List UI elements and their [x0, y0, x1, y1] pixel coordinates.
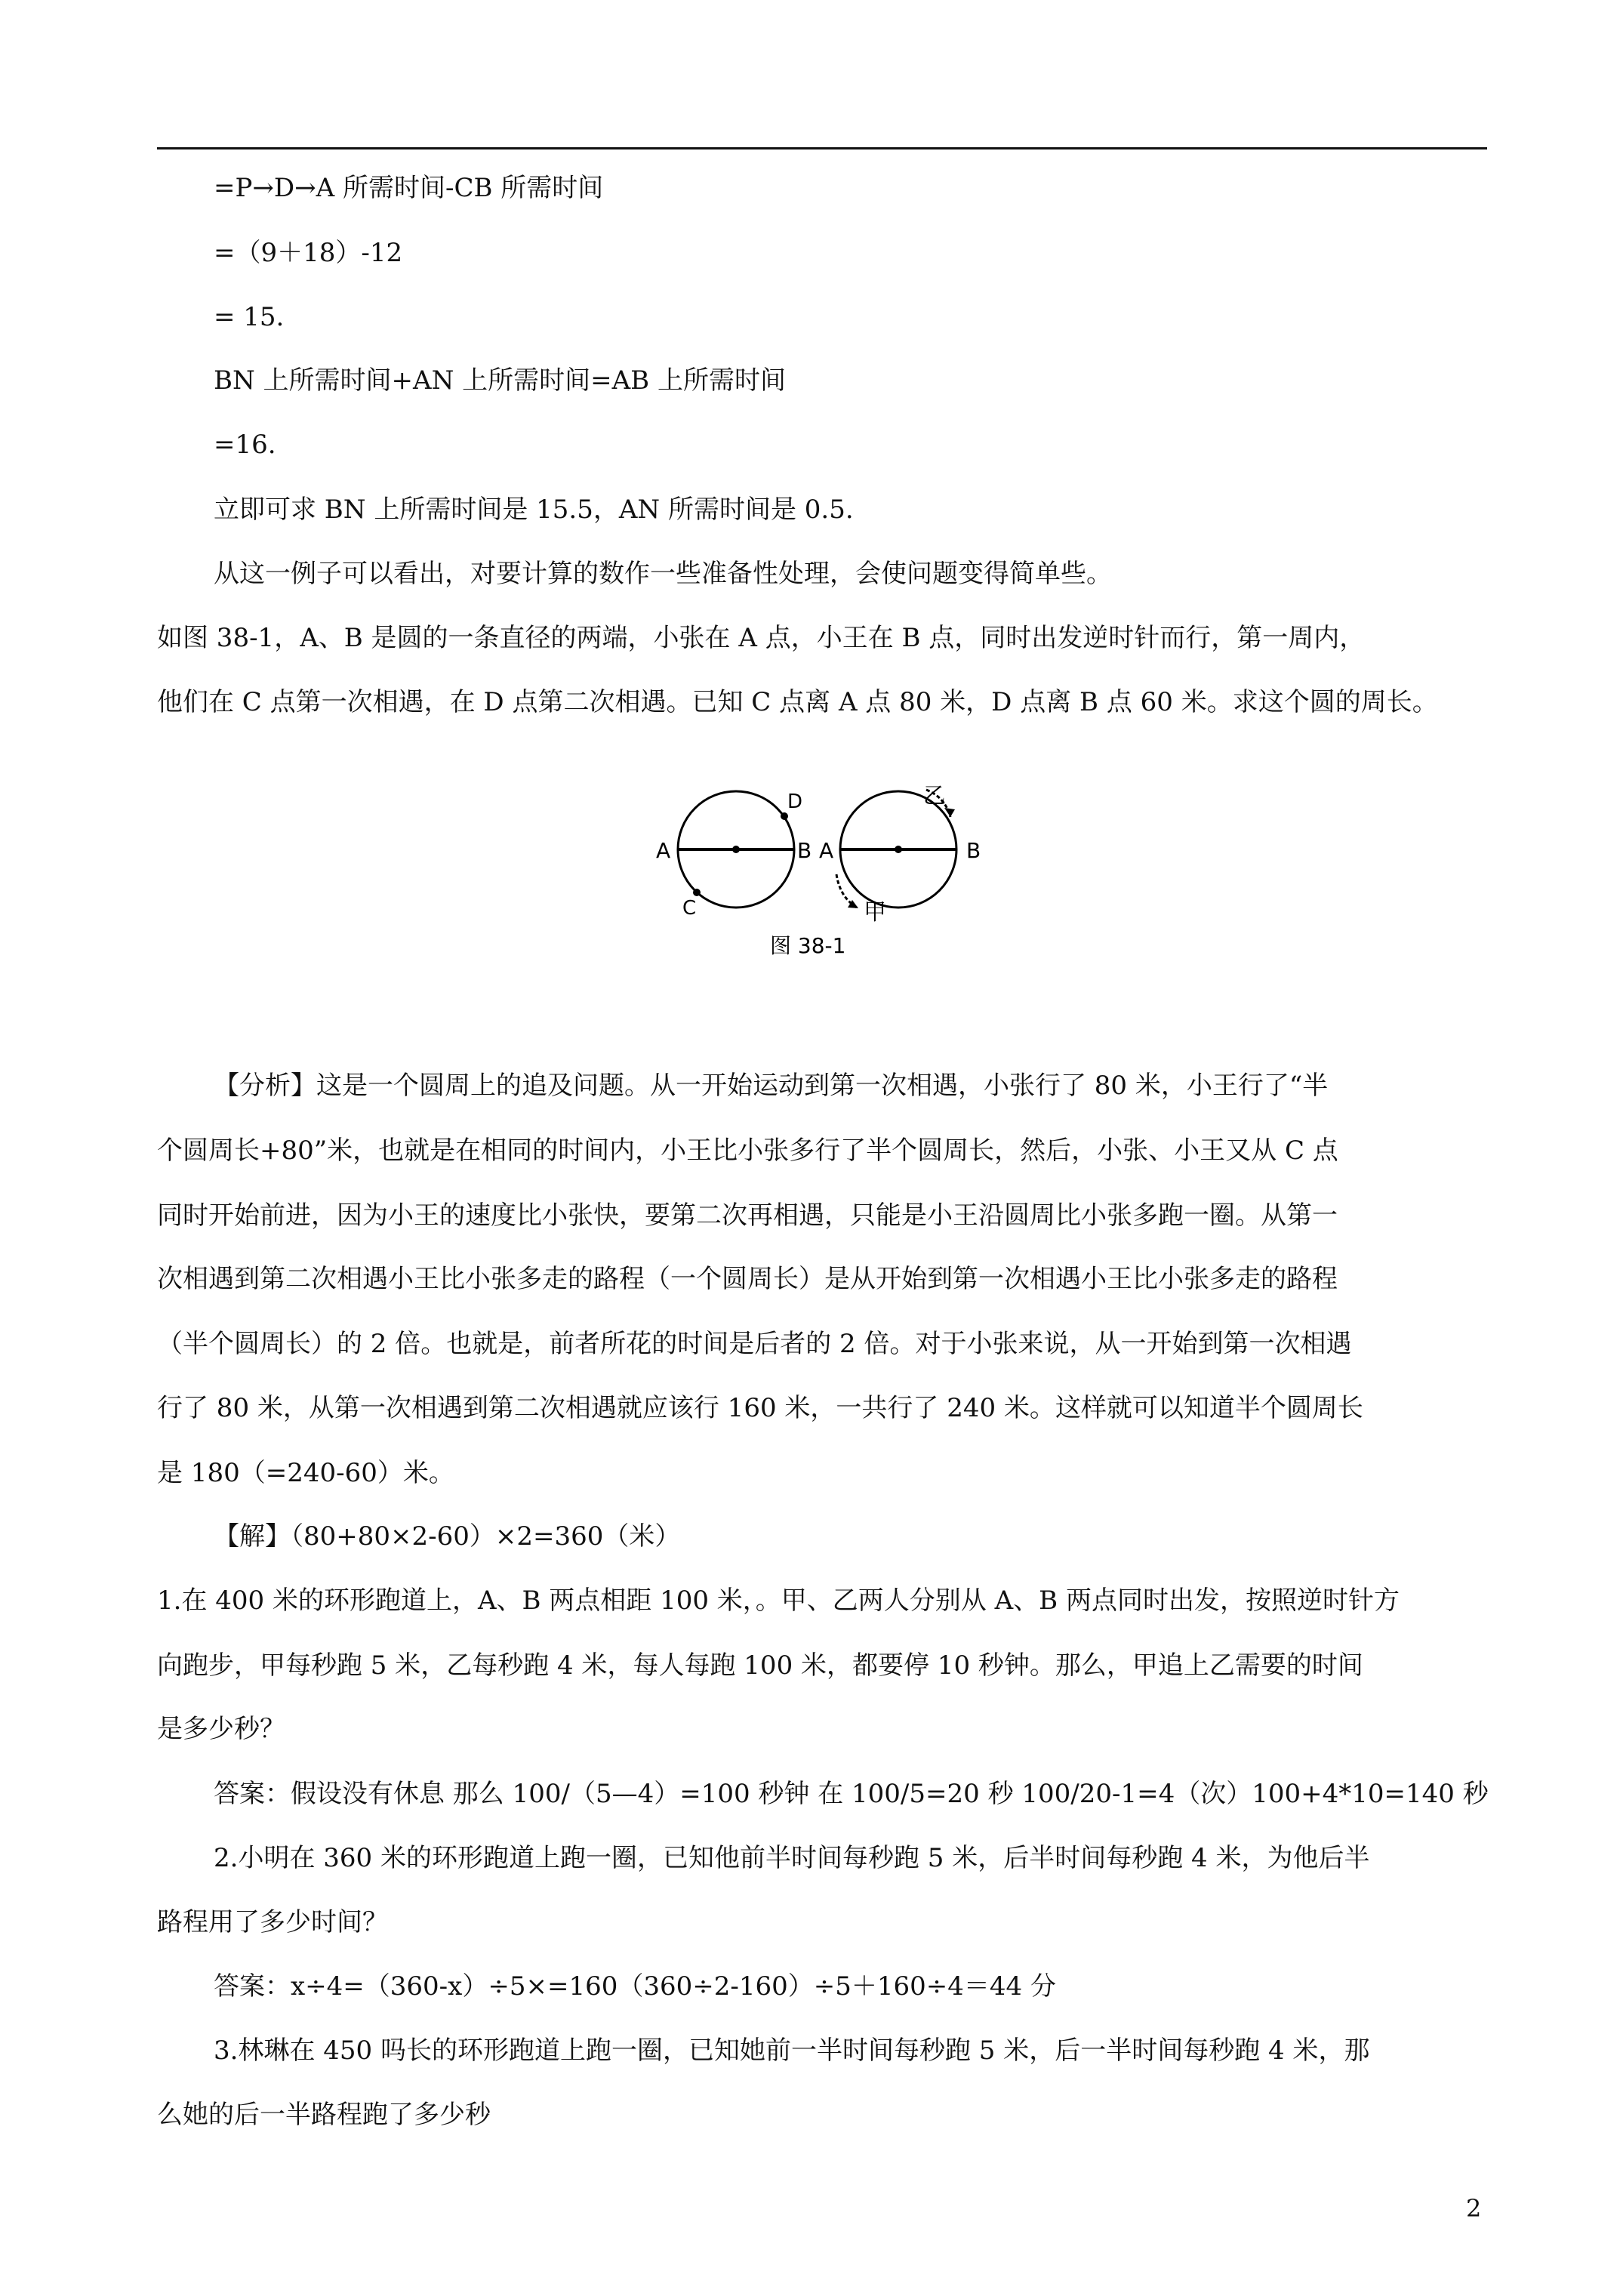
label-yi: 乙 — [923, 783, 946, 809]
text-line: 答案：x÷4=（360-x）÷5×=160（360÷2-160）÷5＋160÷4＝44 分 — [214, 1971, 1056, 2002]
page-number: 2 — [1466, 2194, 1482, 2223]
label-b-left: B — [797, 838, 812, 863]
label-a-right: A — [819, 838, 834, 863]
text-line: 1.在 400 米的环形跑道上，A、B 两点相距 100 米，。甲、乙两人分别从 A、B 两点同时出发，按照逆时针方 — [157, 1586, 1400, 1616]
text-line: 次相遇到第二次相遇小王比小张多走的路程（一个圆周长）是从开始到第一次相遇小王比小张多走的路程 — [157, 1264, 1338, 1294]
text-line: 路程用了多少时间？ — [157, 1907, 388, 1937]
label-b-right: B — [966, 838, 981, 863]
right-center-dot — [895, 846, 902, 853]
text-line: 如图 38-1，A、B 是圆的一条直径的两端，小张在 A 点，小王在 B 点，同时出发逆时针而行，第一周内， — [157, 623, 1366, 653]
text-line: （半个圆周长）的 2 倍。也就是，前者所花的时间是后者的 2 倍。对于小张来说，从一开始到第一次相遇 — [157, 1329, 1352, 1359]
point-c-dot — [693, 889, 701, 896]
label-c: C — [682, 897, 697, 920]
text-line: 【分析】这是一个圆周上的追及问题。从一开始运动到第一次相遇，小张行了 80 米，小王行了“半 — [214, 1071, 1329, 1101]
text-line: =（9＋18）-12 — [214, 238, 403, 268]
text-line: BN 上所需时间+AN 上所需时间=AB 上所需时间 — [214, 365, 786, 396]
header-rule — [157, 147, 1487, 149]
text-line: 向跑步，甲每秒跑 5 米，乙每秒跑 4 米，每人每跑 100 米，都要停 10 秒钟。那么，甲追上乙需要的时间 — [157, 1650, 1363, 1681]
text-line: 2.小明在 360 米的环形跑道上跑一圈，已知他前半时间每秒跑 5 米，后半时间每秒跑 4 米，为他后半 — [214, 1843, 1370, 1873]
figure-caption: 图 38-1 — [770, 933, 846, 958]
text-line: = 15. — [214, 302, 285, 332]
left-circle-diagram — [656, 791, 812, 920]
text-line: 3.林琳在 450 吗长的环形跑道上跑一圈，已知她前一半时间每秒跑 5 米，后一半时间每秒跑 4 米，那 — [214, 2036, 1370, 2066]
text-line: 从这一例子可以看出，对要计算的数作一些准备性处理，会使问题变得简单些。 — [214, 559, 1112, 589]
text-line: 立即可求 BN 上所需时间是 15.5，AN 所需时间是 0.5. — [214, 495, 854, 525]
point-d-dot — [781, 812, 788, 820]
text-line: 个圆周长+80”米，也就是在相同的时间内，小王比小张多行了半个圆周长，然后，小张、小王又从 C 点 — [157, 1136, 1338, 1166]
text-line: 答案：假设没有休息 那么 100/（5—4）=100 秒钟 在 100/5=20 秒 100/20-1=4（次）100+4*10=140 秒 — [214, 1779, 1489, 1809]
text-line: 行了 80 米，从第一次相遇到第二次相遇就应该行 160 米，一共行了 240 米。这样就可以知道半个圆周长 — [157, 1393, 1363, 1423]
figure-38-1 — [645, 778, 1008, 959]
right-circle-diagram — [819, 783, 981, 926]
label-jia: 甲 — [864, 899, 886, 926]
text-line: 是 180（=240-60）米。 — [157, 1458, 454, 1488]
text-line: 是多少秒？ — [157, 1714, 285, 1744]
left-center-dot — [732, 846, 740, 853]
text-line: 他们在 C 点第一次相遇，在 D 点第二次相遇。已知 C 点离 A 点 80 米，D 点离 B 点 60 米。求这个圆的周长。 — [157, 687, 1438, 717]
label-d: D — [787, 791, 803, 813]
text-line: 么她的后一半路程跑了多少秒 — [157, 2100, 491, 2130]
label-a-left: A — [656, 838, 671, 863]
text-line: =P→D→A 所需时间-CB 所需时间 — [214, 173, 604, 203]
text-line: =16. — [214, 430, 276, 460]
text-line: 【解】（80+80×2-60）×2=360（米） — [214, 1521, 681, 1552]
text-line: 同时开始前进，因为小王的速度比小张快，要第二次再相遇，只能是小王沿圆周比小张多跑一圈。从第一 — [157, 1200, 1338, 1231]
